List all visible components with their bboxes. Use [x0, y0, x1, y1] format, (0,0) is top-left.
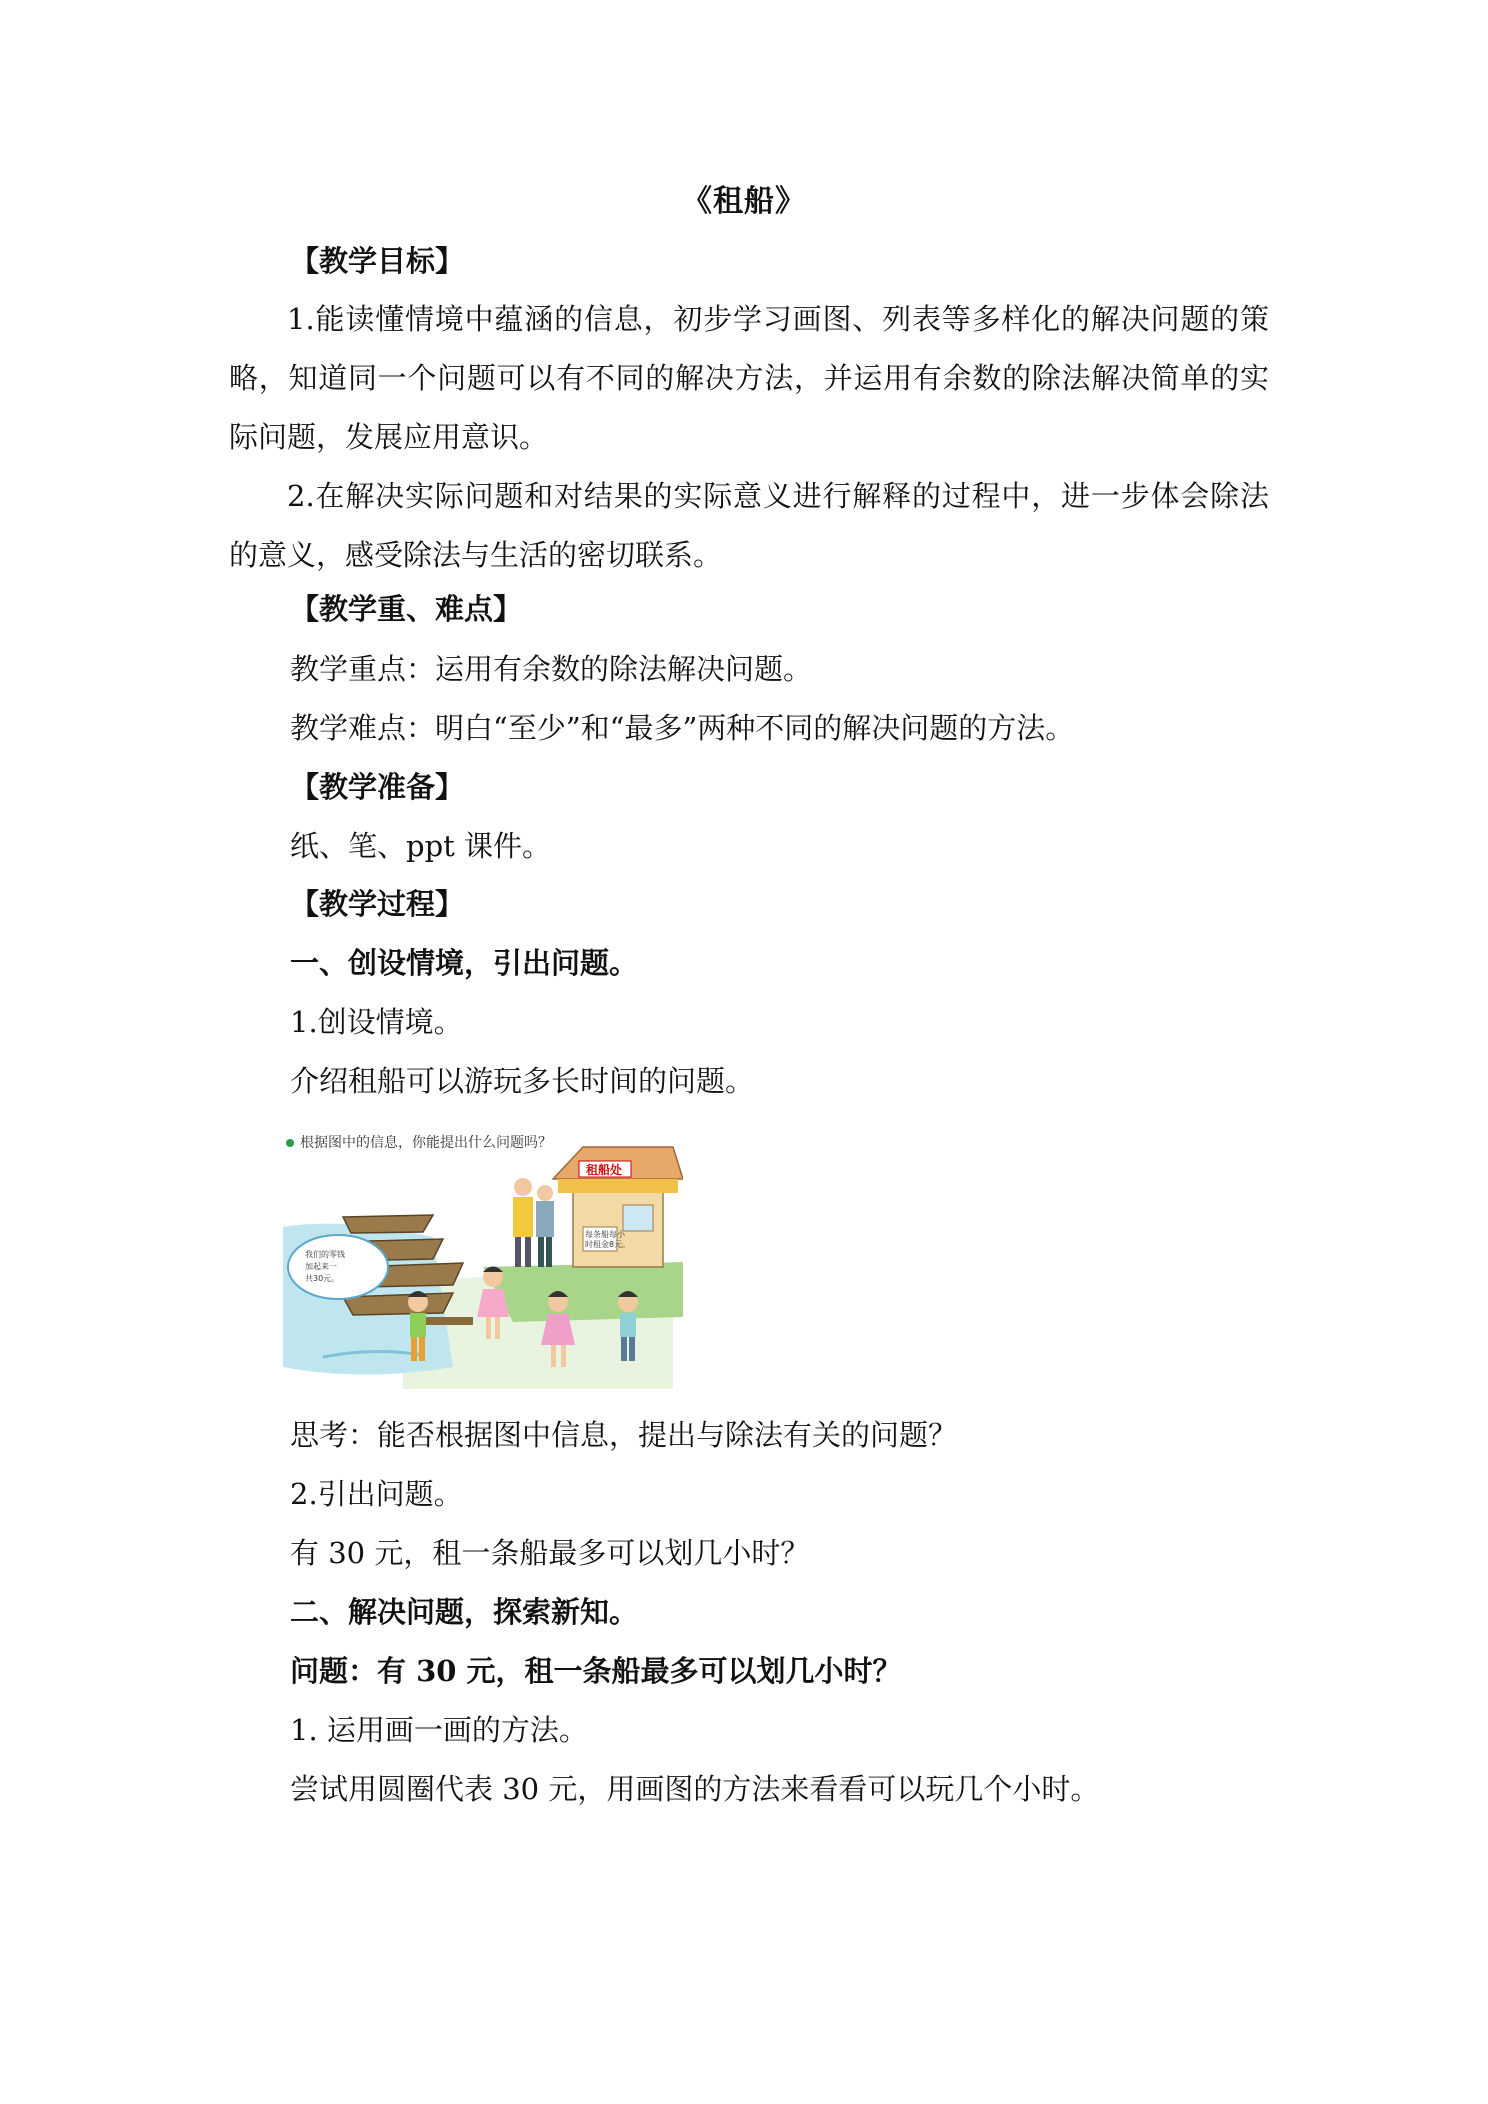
key-point: 教学重点：运用有余数的除法解决问题。: [290, 652, 813, 686]
figure-caption-text: 根据图中的信息，你能提出什么问题吗？: [300, 1135, 552, 1151]
step1-title: 1.创设情境。: [290, 1005, 463, 1039]
bubble-line-1: 我们的零钱: [305, 1250, 345, 1259]
price-sign-line-1: 每条船每小: [585, 1230, 625, 1239]
objective-2: 2.在解决实际问题和对结果的实际意义进行解释的过程中，进一步体会除法的意义，感受除法与生活的密切联系。: [229, 479, 1269, 572]
difficult-point: 教学难点：明白“至少”和“最多”两种不同的解决问题的方法。: [290, 711, 1075, 745]
objective-1: 1.能读懂情境中蕴涵的信息，初步学习画图、列表等多样化的解决问题的策略，知道同一个问题可以有不同的解决方法，并运用有余数的除法解决简单的实际问题，发展应用意识。: [229, 302, 1269, 454]
problem-statement: 问题：有 30 元，租一条船最多可以划几小时？: [290, 1654, 902, 1688]
adult-figure-2: [536, 1185, 554, 1267]
step2-text: 有 30 元，租一条船最多可以划几小时？: [290, 1536, 810, 1570]
preparation-text: 纸、笔、ppt 课件。: [290, 829, 552, 863]
process-heading: 【教学过程】: [290, 887, 465, 921]
step1-text: 介绍租船可以游玩多长时间的问题。: [290, 1064, 755, 1098]
boat-rental-illustration: [283, 1117, 683, 1389]
step2-title: 2.引出问题。: [290, 1477, 463, 1511]
preparation-heading: 【教学准备】: [290, 770, 465, 804]
method1-text: 尝试用圆圈代表 30 元，用画图的方法来看看可以玩几个小时。: [290, 1772, 1100, 1806]
bubble-line-3: 共30元。: [305, 1274, 340, 1283]
key-points-heading: 【教学重、难点】: [290, 592, 523, 626]
shop-sign: 租船处: [586, 1163, 623, 1177]
method1-title: 1. 运用画一画的方法。: [290, 1713, 588, 1747]
objectives-heading: 【教学目标】: [290, 244, 465, 278]
think-question: 思考：能否根据图中信息，提出与除法有关的问题？: [290, 1418, 958, 1452]
price-sign-line-2: 时租金8元。: [585, 1240, 631, 1249]
adult-figure: [513, 1178, 533, 1267]
bubble-line-2: 加起来一: [305, 1262, 337, 1271]
part2-heading: 二、解决问题，探索新知。: [290, 1595, 639, 1629]
page-title: 《租船》: [682, 184, 806, 219]
part1-heading: 一、创设情境，引出问题。: [290, 946, 639, 980]
